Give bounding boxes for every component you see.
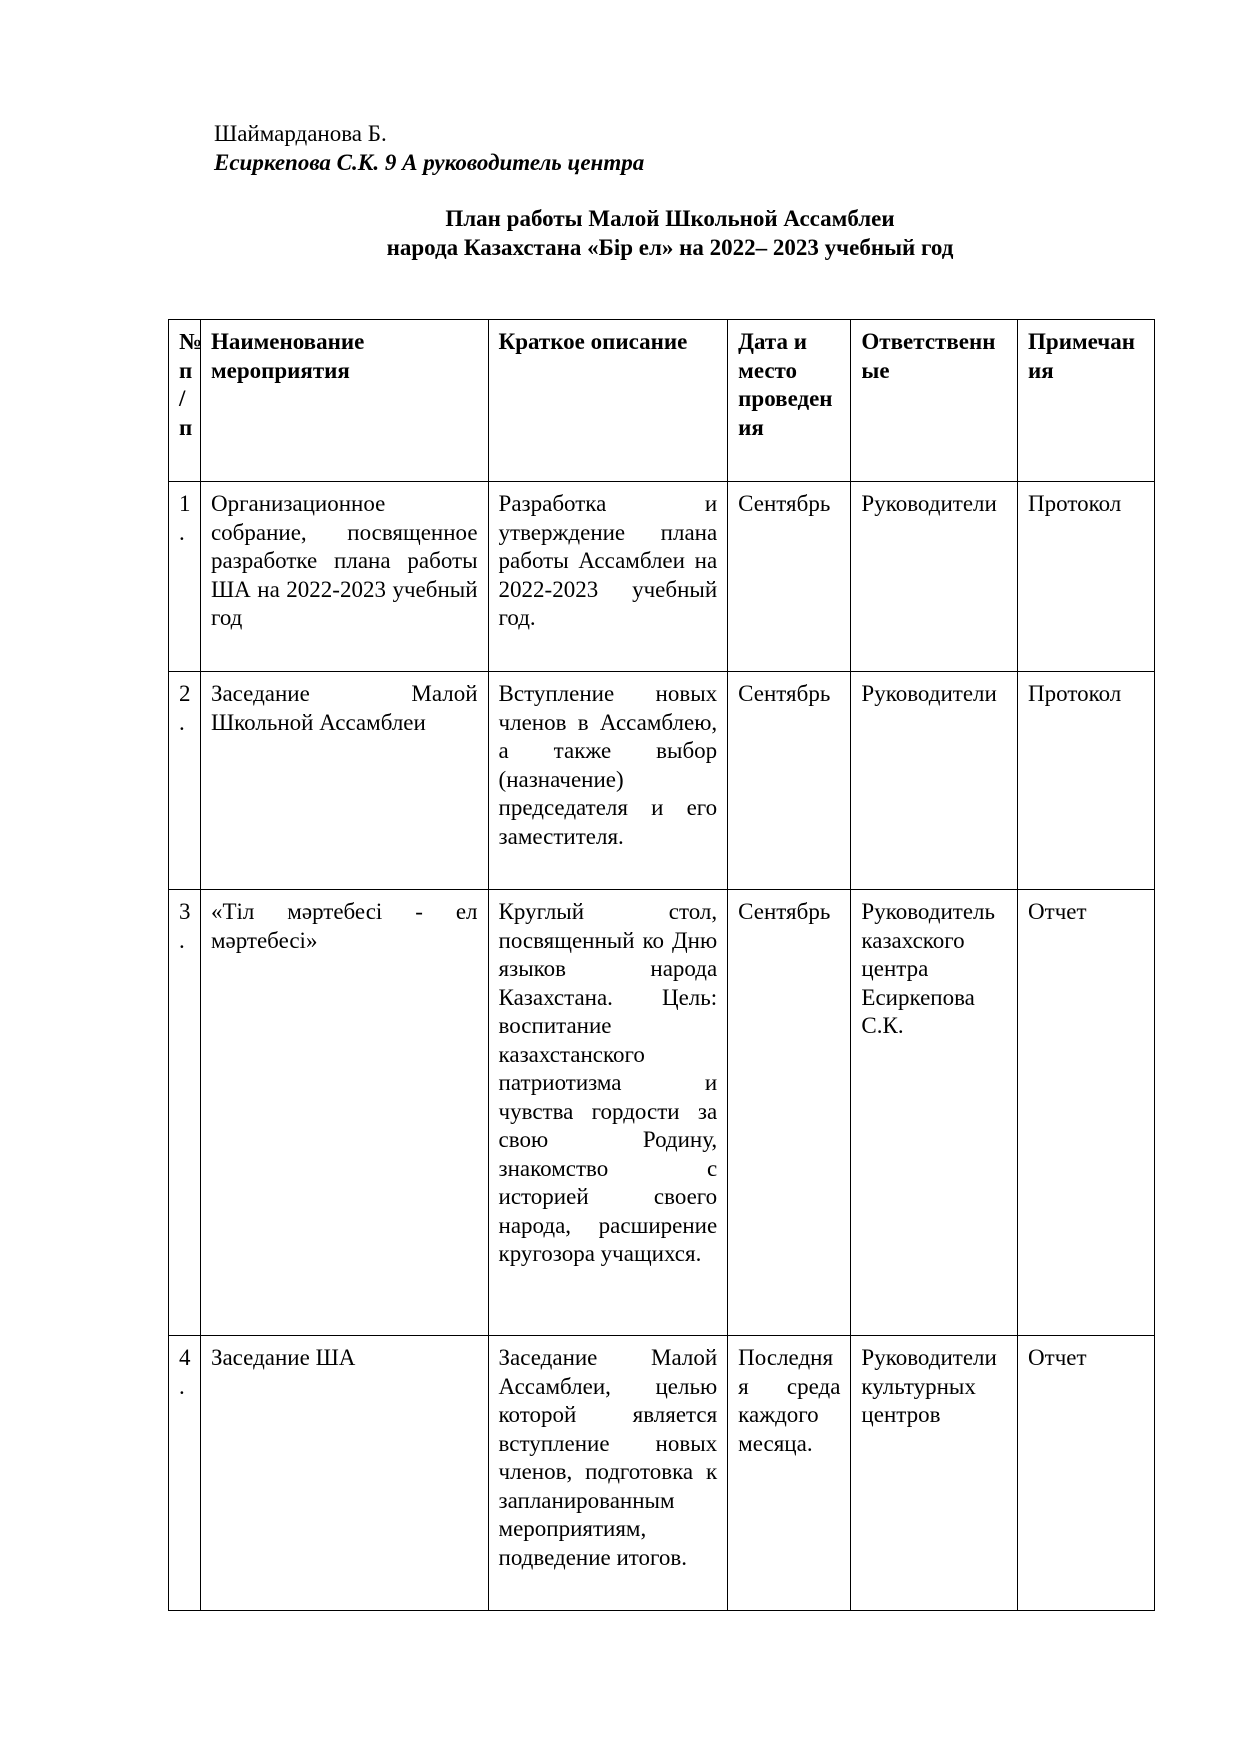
event-name: Заседание ША (200, 1336, 488, 1611)
table-row (169, 672, 1155, 890)
row-number: 3. (169, 890, 201, 1336)
header-cell-notes: Примечания (1018, 320, 1155, 482)
document-title-line-1: План работы Малой Школьной Ассамблеи (445, 206, 895, 231)
header-cell-event-name: Наименование мероприятия (200, 320, 488, 482)
table-header-row (169, 320, 1155, 482)
center-head-line: Есиркепова С.К. 9 А руководитель центра (214, 150, 645, 175)
event-responsible: Руководители (851, 672, 1018, 890)
table-row (169, 890, 1155, 1336)
row-number: 2. (169, 672, 201, 890)
event-name: «Тіл мәртебесі - ел мәртебесі» (200, 890, 488, 1336)
table-row (169, 482, 1155, 672)
header-cell-description: Краткое описание (488, 320, 728, 482)
event-note: Протокол (1018, 482, 1155, 672)
table-row (169, 1336, 1155, 1611)
event-description: Разработка и утверждение плана работы Ассамблеи на 2022-2023 учебный год. (488, 482, 728, 672)
header-cell-responsible: Ответственные (851, 320, 1018, 482)
event-note: Протокол (1018, 672, 1155, 890)
event-description: Вступление новых членов в Ассамблею, а также выбор (назначение) председателя и его заместителя. (488, 672, 728, 890)
event-name: Организационное собрание, посвященное разработке плана работы ША на 2022-2023 учебный год (200, 482, 488, 672)
event-name: Заседание Малой Школьной Ассамблеи (200, 672, 488, 890)
author-name: Шаймарданова Б. (214, 121, 387, 146)
event-description: Заседание Малой Ассамблеи, целью которой является вступление новых членов, подготовка к запланированным мероприятиям, подведение итогов. (488, 1336, 728, 1611)
event-note: Отчет (1018, 1336, 1155, 1611)
row-number: 1. (169, 482, 201, 672)
row-number: 4. (169, 1336, 201, 1611)
plan-table (168, 319, 1155, 1611)
event-note: Отчет (1018, 890, 1155, 1336)
event-responsible: Руководители культурных центров (851, 1336, 1018, 1611)
document-title-line-2: народа Казахстана «Бір ел» на 2022– 2023 учебный год (386, 235, 954, 260)
event-responsible: Руководитель казахского центра Есиркепова С.К. (851, 890, 1018, 1336)
event-description: Круглый стол, посвященный ко Дню языков народа Казахстана. Цель: воспитание казахстанского патриотизма и чувства гордости за свою Родину, знакомство с историей своего народа, расширение кругозора учащихся. (488, 890, 728, 1336)
header-cell-number: № п/ п (169, 320, 201, 482)
event-date: Сентябрь (728, 482, 851, 672)
event-responsible: Руководители (851, 482, 1018, 672)
event-date: Сентябрь (728, 672, 851, 890)
header-cell-date-place: Дата и место проведения (728, 320, 851, 482)
event-date: Последняя среда каждого месяца. (728, 1336, 851, 1611)
event-date: Сентябрь (728, 890, 851, 1336)
